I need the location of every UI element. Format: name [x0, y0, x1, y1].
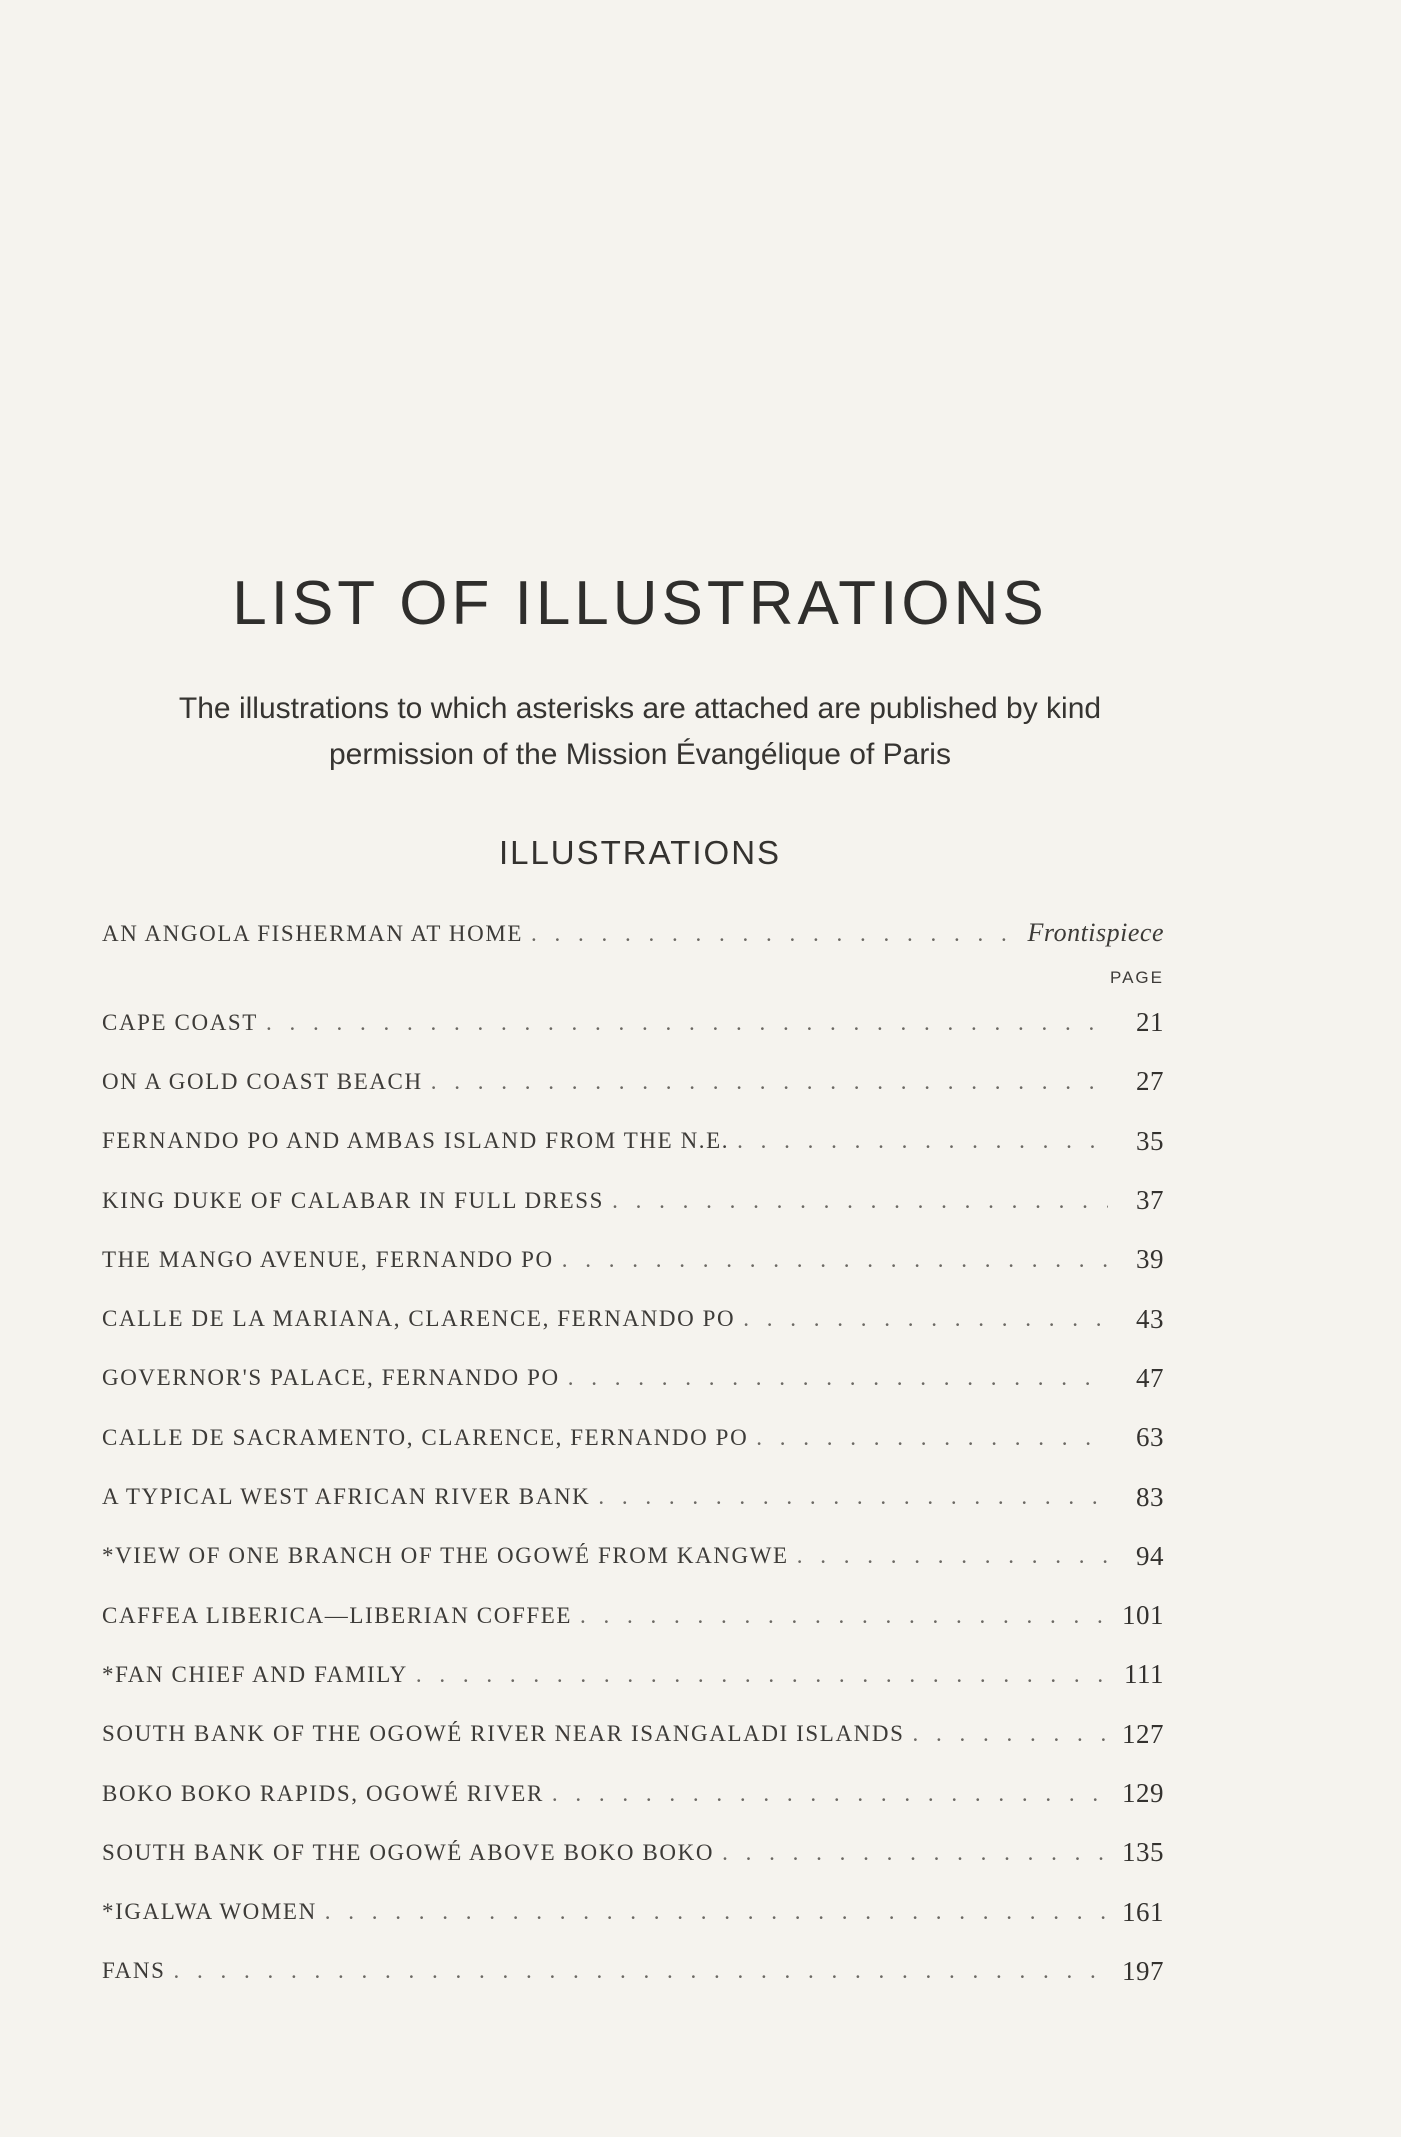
- illustration-entry: [102, 1112, 1164, 1171]
- permission-note-line: permission of the Mission Évangélique of Paris: [329, 738, 951, 771]
- illustration-entry: [102, 1052, 1164, 1111]
- illustration-entry: [102, 1764, 1164, 1823]
- illustration-entry: [102, 1171, 1164, 1230]
- illustration-entry: [102, 1823, 1164, 1882]
- illustration-entry: [102, 1942, 1164, 2001]
- dot-leader: [612, 1188, 1108, 1214]
- entry-caption: CAPE COAST: [102, 1009, 258, 1035]
- dot-leader: [266, 1010, 1108, 1036]
- entry-caption: SOUTH BANK OF THE OGOWÉ RIVER NEAR ISANGALADI ISLANDS: [102, 1721, 905, 1747]
- entry-caption: ON A GOLD COAST BEACH: [102, 1068, 423, 1094]
- entry-caption: A TYPICAL WEST AFRICAN RIVER BANK: [102, 1484, 591, 1510]
- illustration-list: [102, 993, 1164, 2001]
- entry-page-number: 21: [1136, 1007, 1164, 1038]
- dot-leader: [431, 1069, 1108, 1095]
- entry-page-number: 129: [1122, 1778, 1164, 1808]
- entry-page-number: 135: [1122, 1837, 1164, 1868]
- dot-leader: [912, 1721, 1108, 1747]
- illustration-entry: [102, 1586, 1164, 1645]
- entry-caption: *FAN CHIEF AND FAMILY: [102, 1661, 408, 1687]
- entry-page-number: 47: [1136, 1362, 1164, 1393]
- illustration-entry: [102, 1230, 1164, 1289]
- illustration-entry: [102, 1645, 1164, 1704]
- dot-leader: [552, 1781, 1108, 1807]
- entry-page-number: 101: [1122, 1600, 1164, 1631]
- dot-leader: [174, 1958, 1109, 1984]
- illustration-entry: [102, 1882, 1164, 1941]
- entry-caption: CAFFEA LIBERICA—LIBERIAN COFFEE: [102, 1602, 573, 1628]
- entry-page-number: 83: [1136, 1481, 1164, 1512]
- entry-caption: CALLE DE SACRAMENTO, CLARENCE, FERNANDO PO: [102, 1424, 749, 1450]
- illustration-entry: [102, 1408, 1164, 1467]
- entry-caption: *IGALWA WOMEN: [102, 1899, 317, 1925]
- illustration-entry: [102, 1467, 1164, 1526]
- dot-leader: [756, 1425, 1108, 1451]
- illustration-entry: [102, 1349, 1164, 1408]
- entry-page-number: 39: [1136, 1244, 1164, 1275]
- entry-caption: GOVERNOR'S PALACE, FERNANDO PO: [102, 1365, 560, 1391]
- frontispiece-label: Frontispiece: [1027, 918, 1164, 947]
- frontispiece-entry: [102, 918, 1164, 958]
- entry-page-number: 161: [1122, 1896, 1164, 1927]
- entry-page-number: 35: [1136, 1125, 1164, 1156]
- entry-caption: SOUTH BANK OF THE OGOWÉ ABOVE BOKO BOKO: [102, 1839, 715, 1865]
- dot-leader: [743, 1306, 1108, 1332]
- page-title: LIST OF ILLUSTRATIONS: [232, 569, 1048, 638]
- dot-leader: [598, 1484, 1108, 1510]
- dot-leader: [722, 1840, 1108, 1866]
- section-heading: ILLUSTRATIONS: [498, 834, 782, 871]
- entry-page-number: 127: [1122, 1718, 1164, 1749]
- entry-page-number: 37: [1136, 1185, 1164, 1216]
- entry-page-number: 94: [1136, 1540, 1164, 1571]
- illustration-entry: [102, 1705, 1164, 1764]
- dot-leader: [580, 1603, 1108, 1629]
- dot-leader: [568, 1365, 1108, 1391]
- dot-leader: [416, 1662, 1108, 1688]
- entry-caption: KING DUKE OF CALABAR IN FULL DRESS: [102, 1187, 605, 1213]
- entry-caption: CALLE DE LA MARIANA, CLARENCE, FERNANDO PO: [102, 1306, 736, 1332]
- dot-leader: [737, 1128, 1108, 1154]
- dot-leader: [797, 1543, 1108, 1569]
- illustration-entry: [102, 1527, 1164, 1586]
- entry-caption: AN ANGOLA FISHERMAN AT HOME: [102, 921, 524, 946]
- entry-page-number: 43: [1136, 1303, 1164, 1334]
- entry-caption: BOKO BOKO RAPIDS, OGOWÉ RIVER: [102, 1780, 544, 1806]
- entry-page-number: 111: [1124, 1659, 1164, 1690]
- permission-note: [100, 686, 1180, 778]
- entry-caption: FERNANDO PO AND AMBAS ISLAND FROM THE N.E.: [102, 1128, 730, 1154]
- dot-leader: [325, 1899, 1108, 1925]
- entry-caption: THE MANGO AVENUE, FERNANDO PO: [102, 1246, 554, 1272]
- dot-leader: [531, 921, 1020, 947]
- entry-page-number: 63: [1136, 1422, 1164, 1453]
- entry-caption: *VIEW OF ONE BRANCH OF THE OGOWÉ FROM KANGWE: [102, 1543, 789, 1569]
- illustration-entry: [102, 1289, 1164, 1348]
- entry-caption: FANS: [102, 1958, 166, 1984]
- illustration-entry: [102, 993, 1164, 1052]
- entry-page-number: 27: [1136, 1066, 1164, 1097]
- dot-leader: [562, 1247, 1108, 1273]
- page-column-label: PAGE: [1110, 968, 1164, 987]
- entry-page-number: 197: [1122, 1955, 1164, 1986]
- permission-note-line: The illustrations to which asterisks are attached are published by kind: [178, 692, 1102, 725]
